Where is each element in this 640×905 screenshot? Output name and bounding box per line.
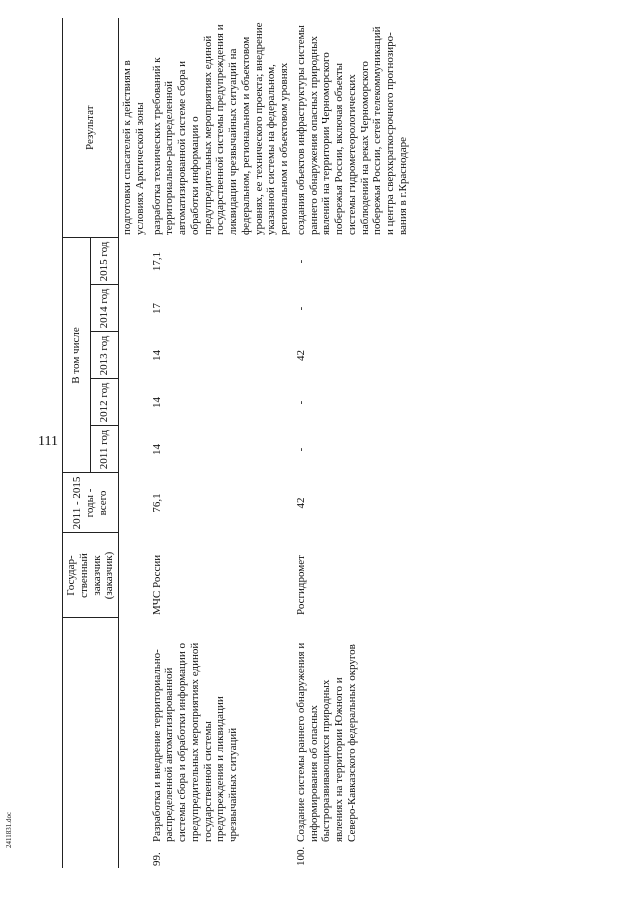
header-year-2014: 2014 год xyxy=(91,285,119,332)
row-2012: - xyxy=(294,400,307,405)
program-table-rotated xyxy=(62,18,597,868)
row-2014: 17 xyxy=(150,303,163,314)
row-2012: 14 xyxy=(150,397,163,408)
document-code: 2411831.doc xyxy=(5,811,13,848)
row-name: Разработка и внедрение территориально-распределенной автоматизированной системы сбора и обработки информации о предупредительных мероприятиях единой государственной системы предупреждения и ликвидации чрезвычайных ситуаций xyxy=(150,642,239,842)
row-2011: 14 xyxy=(150,444,163,455)
header-year-2011: 2011 год xyxy=(91,426,119,473)
row-number: 99. xyxy=(150,852,163,866)
row-result: разработка технических требований к территориально-распределенной автоматизированной системе сбора и обработки информации о предупредительных мероприятиях единой государственной системы предупреждения и ликвидации чрезвычайных ситуаций на федеральном, региональном и объектовом уровнях, ее технического проекта; внедрение указанной системы на федеральном, региональном и объектовом уровнях xyxy=(150,22,290,235)
page-number: 111 xyxy=(38,434,58,449)
header-year-2012: 2012 год xyxy=(91,379,119,426)
row-2013: 14 xyxy=(150,350,163,361)
row-number: 100. xyxy=(294,846,307,866)
header-year-2015: 2015 год xyxy=(91,238,119,285)
table-row xyxy=(149,18,293,868)
row-2011: - xyxy=(294,447,307,452)
row-result: создания объектов инфраструктуры системы раннего обнаружения опасных природных явлений на территории Черноморского побережья России, включая объекты системы гидрометеорологических наблюдений на реках Черноморского побережья России, сетей телекоммуникаций и центра сверхкраткосрочного прогнозиро-вания в г.Краснодаре xyxy=(294,25,409,235)
header-including: В том числе xyxy=(63,238,91,473)
row-total: 42 xyxy=(294,497,307,509)
row-item xyxy=(149,618,293,868)
row-item xyxy=(293,618,412,868)
program-table xyxy=(62,18,412,868)
row-2015: 17,1 xyxy=(150,251,163,272)
header-year-2013: 2013 год xyxy=(91,332,119,379)
row-2014: - xyxy=(294,306,307,311)
header-customer: Государ-ственный заказчик (заказчик) xyxy=(63,533,119,618)
row-name: Создание системы раннего обнаружения и информирования об опасных быстроразвивающихся природных явлениях на территории Южного и Северо-Кавказского федеральных округов xyxy=(294,642,358,842)
table-row xyxy=(293,18,412,868)
header-total: 2011 - 2015 годы - всего xyxy=(63,473,119,533)
row-customer: МЧС России xyxy=(150,554,163,615)
carryover-result: подготовки спасателей к действиям в условиях Арктической зоны xyxy=(121,60,146,235)
row-total: 76,1 xyxy=(150,493,163,513)
header-result: Результат xyxy=(63,18,119,238)
row-2015: - xyxy=(294,259,307,264)
table-row-carryover xyxy=(119,18,149,868)
row-2013: 42 xyxy=(294,350,307,361)
header-item xyxy=(63,618,119,868)
row-customer: Росгидромет xyxy=(294,555,307,615)
